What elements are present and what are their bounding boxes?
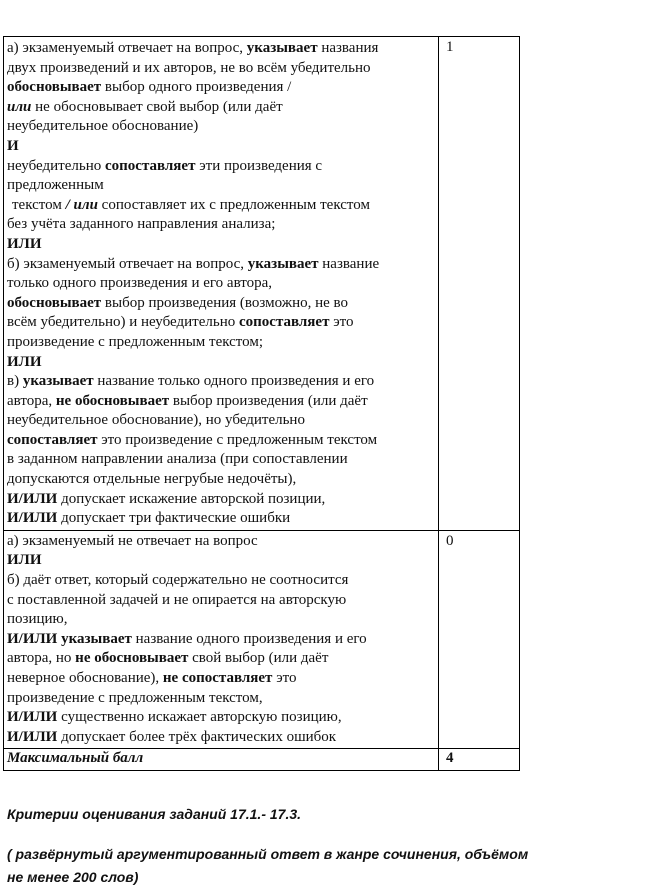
criteria-line <box>7 689 435 709</box>
emphasis-text: ИЛИ <box>7 353 42 370</box>
criteria-line <box>7 591 435 611</box>
criteria-line <box>7 708 435 728</box>
emphasis-text: сопоставляет <box>104 157 196 174</box>
criteria-line <box>7 235 435 255</box>
criteria-line <box>7 59 435 79</box>
criteria-text: название одного произведения и его <box>131 630 367 647</box>
criteria-cell-score-1 <box>4 37 439 531</box>
criteria-text: название только одного произведения и его <box>93 373 375 390</box>
criteria-line <box>7 728 435 748</box>
criteria-text: неубедительное обоснование), но убедительно <box>7 412 305 429</box>
criteria-line <box>7 353 435 373</box>
criteria-text: б) даёт ответ, который содержательно не соотносится <box>7 572 349 589</box>
emphasis-text: не обосновывает <box>75 650 189 667</box>
criteria-text: а) экзаменуемый не отвечает на вопрос <box>7 532 258 549</box>
criteria-text: автора, <box>7 392 56 409</box>
criteria-text: названия <box>317 40 379 56</box>
criteria-cell-score-0 <box>4 530 439 749</box>
criteria-text: б) экзаменуемый отвечает на вопрос, <box>7 255 248 272</box>
criteria-line <box>7 411 435 431</box>
criteria-text: свой выбор (или даёт <box>188 650 329 667</box>
criteria-text: название <box>318 255 380 272</box>
emphasis-text: указывает <box>246 40 318 56</box>
criteria-text: это произведение с предложенным текстом <box>97 431 378 448</box>
criteria-line <box>7 490 435 510</box>
criteria-text: не обосновывает свой выбор (или даёт <box>31 98 283 115</box>
emphasis-text: И/ИЛИ <box>7 510 58 527</box>
max-score-row <box>4 749 520 771</box>
criteria-line <box>7 509 435 529</box>
criteria-line <box>7 294 435 314</box>
emphasis-text: И/ИЛИ <box>7 709 58 726</box>
criteria-line <box>7 196 435 216</box>
criteria-text: в) <box>7 373 23 390</box>
emphasis-text: обосновывает <box>7 294 102 311</box>
criteria-text: а) экзаменуемый отвечает на вопрос, <box>7 40 247 56</box>
max-score-label: Максимальный балл <box>4 749 439 771</box>
criteria-text: текстом <box>12 196 66 213</box>
criteria-text: без учёта заданного направления анализа; <box>7 216 276 233</box>
criteria-line <box>7 78 435 98</box>
table-row <box>4 37 520 531</box>
criteria-line <box>7 39 435 59</box>
criteria-line <box>7 176 435 196</box>
criteria-text: в заданном направлении анализа (при сопоставлении <box>7 451 348 468</box>
emphasis-text: И <box>7 137 19 154</box>
table-row <box>4 530 520 749</box>
criteria-line <box>7 610 435 630</box>
section-note-line: ( развёрнутый аргументированный ответ в жанре сочинения, объёмом <box>7 846 529 862</box>
criteria-text: предложенным <box>7 177 104 194</box>
criteria-line <box>7 649 435 669</box>
emphasis-text: сопоставляет <box>238 314 330 331</box>
criteria-text: произведение с предложенным текстом; <box>7 333 264 350</box>
emphasis-text: ИЛИ <box>7 235 42 252</box>
criteria-line <box>7 372 435 392</box>
section-note-line: не менее 200 слов) <box>7 869 139 885</box>
criteria-text: неубедительно <box>7 157 105 174</box>
section-heading: Критерии оценивания заданий 17.1.- 17.3. <box>7 806 302 822</box>
criteria-text: только одного произведения и его автора, <box>7 275 273 292</box>
criteria-text: это <box>329 314 354 331</box>
criteria-text: допускает три фактические ошибки <box>57 510 291 527</box>
criteria-line <box>7 571 435 591</box>
emphasis-text: не сопоставляет <box>162 670 273 686</box>
criteria-text: неверное обоснование), <box>7 670 163 686</box>
criteria-line <box>7 532 435 552</box>
section-note <box>7 843 528 889</box>
criteria-line <box>7 470 435 490</box>
criteria-line <box>7 215 435 235</box>
emphasis-text: сопоставляет <box>7 431 98 448</box>
criteria-text: допускает более трёх фактических ошибок <box>57 728 337 745</box>
emphasis-text: или <box>7 98 32 115</box>
criteria-line <box>7 98 435 118</box>
emphasis-text: указывает <box>247 255 319 272</box>
criteria-text: сопоставляет их с предложенным текстом <box>97 196 370 213</box>
criteria-text: неубедительное обоснование) <box>7 118 199 135</box>
criteria-line <box>7 450 435 470</box>
criteria-text: с поставленной задачей и не опирается на авторскую <box>7 591 347 608</box>
emphasis-text: И/ИЛИ <box>7 728 58 745</box>
criteria-line <box>7 137 435 157</box>
emphasis-text: / или <box>65 196 98 213</box>
criteria-line <box>7 431 435 451</box>
criteria-text: допускает искажение авторской позиции, <box>57 490 326 507</box>
criteria-text: двух произведений и их авторов, не во всём убедительно <box>7 59 371 76</box>
criteria-text: всём убедительно) и неубедительно <box>7 314 239 331</box>
criteria-line <box>7 669 435 689</box>
score-cell-0: 0 <box>439 530 520 749</box>
emphasis-text: И/ИЛИ <box>7 630 58 647</box>
criteria-line <box>7 392 435 412</box>
criteria-text: позицию, <box>7 611 68 628</box>
criteria-line <box>7 274 435 294</box>
criteria-text: выбор одного произведения / <box>101 79 292 96</box>
emphasis-text: ИЛИ <box>7 552 42 569</box>
criteria-text: выбор произведения (возможно, не во <box>101 294 349 311</box>
criteria-text: произведение с предложенным текстом, <box>7 689 263 706</box>
emphasis-text: указывает <box>61 630 132 647</box>
criteria-line <box>7 630 435 650</box>
criteria-text: допускаются отдельные негрубые недочёты), <box>7 471 297 488</box>
criteria-line <box>7 333 435 353</box>
criteria-text: существенно искажает авторскую позицию, <box>57 709 342 726</box>
criteria-line <box>7 255 435 275</box>
criteria-line <box>7 157 435 177</box>
criteria-text: автора, но <box>7 650 76 667</box>
max-score-value: 4 <box>439 749 520 771</box>
emphasis-text: не обосновывает <box>55 392 170 409</box>
criteria-text: эти произведения с <box>195 157 323 174</box>
criteria-line <box>7 313 435 333</box>
score-cell-1: 1 <box>439 37 520 531</box>
emphasis-text: И/ИЛИ <box>7 490 58 507</box>
criteria-text: выбор произведения (или даёт <box>169 392 368 409</box>
criteria-table <box>3 36 520 771</box>
emphasis-text: обосновывает <box>7 79 102 96</box>
emphasis-text: указывает <box>22 373 94 390</box>
criteria-line <box>7 117 435 137</box>
criteria-line <box>7 551 435 571</box>
criteria-text: это <box>272 670 297 686</box>
